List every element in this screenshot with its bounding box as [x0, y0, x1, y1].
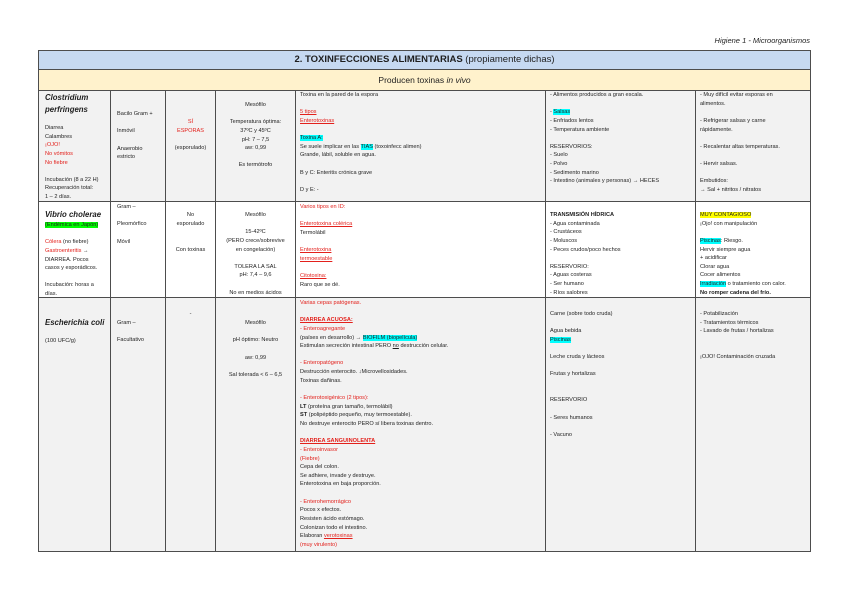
cell-line	[300, 411, 543, 420]
text-segment: no	[392, 343, 399, 350]
cell-line: ¡Ojo! con manipulación	[700, 220, 758, 227]
cell-line: - Ser humano	[550, 281, 584, 288]
cell-line: Cocer alimentos	[700, 272, 741, 279]
cell-line	[300, 351, 543, 360]
cell-line: Gram –	[117, 320, 136, 326]
text-segment: - Enteropatógeno	[300, 360, 344, 367]
cell-line: Gram –	[117, 204, 136, 210]
cell-line	[300, 263, 543, 272]
text-segment: ¡OJO!	[45, 142, 60, 149]
cell-line: - Tratamientos térmicos	[700, 319, 759, 326]
cell-row1-col5	[296, 91, 546, 202]
cell-line: Mesófilo	[245, 320, 266, 326]
table-subtitle	[39, 70, 811, 91]
cell-row3-col1	[39, 298, 111, 552]
cell-line	[218, 328, 293, 337]
cell-line: - Sedimento marino	[550, 169, 599, 176]
highlighted-text: Irradiación	[700, 281, 727, 288]
highlighted-text: MUY CONTAGIOSO	[700, 212, 752, 218]
cell-line: - Polvo	[550, 161, 568, 168]
cell-line: Pocos x efectos.	[300, 507, 342, 514]
text-segment: o tratamiento con calor.	[726, 281, 786, 288]
cell-line	[117, 119, 163, 128]
text-segment: Se suele implicar en las	[300, 143, 361, 150]
cell-row2-col4	[216, 202, 296, 298]
cell-line: Calambres	[45, 133, 73, 140]
cell-line	[300, 429, 543, 438]
cell-row1-col2	[111, 91, 166, 202]
cell-line: Diarrea	[45, 125, 64, 131]
cell-line	[45, 230, 108, 239]
cell-line	[700, 169, 808, 178]
cell-line	[300, 203, 543, 212]
cell-line	[45, 273, 108, 282]
cell-line	[218, 254, 293, 263]
cell-line	[300, 255, 543, 264]
cell-line	[168, 118, 213, 127]
cell-line: RESERVORIOS:	[550, 143, 593, 150]
text-segment: DIARREA ACUOSA:	[300, 317, 353, 324]
cell-line	[45, 159, 108, 168]
cell-row2-col2	[111, 202, 166, 298]
cell-row3-col4	[216, 298, 296, 552]
cell-row1-col1	[39, 91, 111, 202]
text-segment: Citotoxina:	[300, 273, 327, 280]
cell-line	[300, 134, 543, 143]
cell-line: Frutas y hortalizas	[550, 371, 596, 378]
cell-line: Bacilo Gram +	[117, 111, 153, 117]
cell-line	[300, 455, 543, 464]
cell-line	[300, 532, 543, 541]
cell-line: - Agua contaminada	[550, 220, 600, 227]
cell-line: B y C: Enteritis crónica grave	[300, 169, 373, 176]
cell-line	[300, 160, 543, 169]
cell-line	[300, 126, 543, 135]
cell-row2-col1	[39, 202, 111, 298]
cell-line: pH: 7 – 7,5	[241, 136, 270, 143]
cell-line	[300, 359, 543, 368]
text-segment: Varias cepas patógenas.	[300, 300, 362, 306]
cell-line	[700, 134, 808, 143]
cell-line	[550, 362, 693, 371]
cell-line: Agua bebida	[550, 328, 582, 335]
cell-line: - Peces crudos/poco hechos	[550, 246, 621, 253]
table-title-qualifier: (propiamente dichas)	[465, 54, 555, 65]
text-segment: Enterotoxina colérica	[300, 221, 353, 228]
cell-line	[168, 127, 213, 136]
cell-line: Enterotoxina en baja proporción.	[300, 481, 381, 488]
text-segment: (toxoinfecc alimen)	[372, 143, 422, 150]
cell-line: RESERVORIO:	[550, 263, 589, 270]
cell-line: 1 – 2 días.	[45, 194, 72, 201]
cell-line	[300, 308, 543, 317]
highlighted-text: (Endémica en Japón)	[45, 222, 99, 228]
cell-row2-col6	[546, 202, 696, 298]
highlighted-text: Salsas	[553, 109, 571, 116]
cell-line: Mesófilo	[245, 102, 266, 108]
cell-line: (100 UFC/g)	[45, 338, 76, 344]
text-segment: Enterotoxinas	[300, 117, 335, 124]
cell-line	[550, 336, 693, 345]
cell-line: Pleomórfico	[117, 221, 147, 228]
organism-name: Vibrio cholerae	[45, 210, 102, 219]
cell-row3-col3	[166, 298, 216, 552]
cell-line: Colonizan todo el intestino.	[300, 524, 368, 531]
cell-line: estricto	[117, 154, 136, 161]
cell-line: - Alimentos producidos a gran escala.	[550, 92, 644, 98]
cell-line: - Potabilización	[700, 311, 738, 317]
cell-line: - Crustáceos	[550, 229, 582, 236]
cell-line: pH óptimo: Neutro	[232, 337, 279, 344]
cell-line: - Muy difícil evitar esporas en	[700, 92, 773, 98]
text-segment: (proteína gran tamaño, termolábil)	[306, 403, 393, 410]
toxinfections-table	[38, 50, 811, 552]
text-segment: (Fiebre)	[300, 455, 320, 462]
cell-line	[550, 211, 693, 220]
cell-line: Facultativo	[117, 337, 145, 344]
cell-line: RESERVORIO	[550, 397, 588, 404]
cell-line: No en medios ácidos	[229, 289, 282, 296]
text-segment: -	[550, 109, 554, 116]
cell-line	[300, 212, 543, 221]
cell-line: TOLERA LA SAL	[234, 263, 277, 270]
cell-line: Cepa del colon.	[300, 464, 339, 471]
organism-name: Clostridium perfringens	[45, 93, 89, 114]
cell-line	[550, 388, 693, 397]
cell-line	[300, 342, 543, 351]
cell-line	[300, 316, 543, 325]
cell-line	[300, 489, 543, 498]
cell-line	[218, 110, 293, 119]
cell-row3-col2	[111, 298, 166, 552]
cell-row1-col3	[166, 91, 216, 202]
cell-row2-col5	[296, 202, 546, 298]
cell-line	[300, 498, 543, 507]
cell-line: Sal tolerada < 6 – 6,5	[228, 371, 283, 378]
cell-line	[168, 135, 213, 144]
cell-line: - Lavado de frutas / hortalizas	[700, 328, 774, 335]
cell-line	[550, 108, 693, 117]
cell-line: - Recalentar altas temperaturas.	[700, 143, 780, 150]
cell-line	[550, 134, 693, 143]
cell-line	[117, 212, 163, 221]
text-segment: No vómitos	[45, 150, 73, 157]
cell-line	[300, 385, 543, 394]
cell-line	[117, 328, 163, 337]
cell-line: No	[186, 212, 195, 218]
cell-line: Raro que se dé.	[300, 281, 340, 288]
cell-line	[45, 150, 108, 159]
cell-line	[168, 228, 213, 237]
cell-row1-col4	[216, 91, 296, 202]
cell-line: Termolábil	[300, 229, 326, 236]
cell-line	[300, 108, 543, 117]
text-segment: termoestable	[300, 255, 333, 262]
text-segment: Enterotoxina	[300, 247, 332, 254]
cell-line: ¡OJO! Contaminación cruzada	[700, 354, 776, 361]
cell-line	[700, 280, 808, 289]
highlighted-text: TIAS	[360, 143, 373, 150]
cell-line: Es termótrofo	[238, 162, 273, 169]
cell-line	[117, 229, 163, 238]
cell-line	[300, 100, 543, 109]
text-segment: : Riesgo.	[720, 237, 743, 244]
cell-line	[45, 247, 108, 256]
cell-line: rápidamente.	[700, 126, 733, 133]
table-subtitle-main: Producen toxinas	[378, 75, 445, 85]
cell-line: - Enfriados lentos	[550, 117, 594, 124]
text-segment: No fiebre	[45, 159, 68, 166]
cell-line	[700, 151, 808, 160]
cell-line: + acidificar	[700, 255, 727, 262]
table-title-main: 2. TOXINFECCIONES ALIMENTARIAS	[294, 54, 463, 65]
cell-line	[550, 379, 693, 388]
cell-line	[300, 334, 543, 343]
cell-line: - Aguas costeras	[550, 272, 592, 279]
text-segment: ESPORAS	[176, 127, 205, 134]
cell-line: aw: 0,99	[244, 354, 267, 361]
cell-line: Con toxinas	[175, 246, 206, 253]
cell-line: Incubación (8 a 22 H)	[45, 176, 99, 183]
text-segment: Varios tipos en ID:	[300, 204, 346, 210]
cell-line: 37ºC y 45ºC	[240, 127, 271, 134]
cell-line: - Suelo	[550, 152, 568, 159]
highlighted-text: Piscinas	[700, 237, 721, 244]
text-segment: DIARREA SANGUINOLENTA	[300, 438, 376, 445]
cell-line: Grande, lábil, soluble en agua.	[300, 152, 376, 159]
cell-line	[218, 220, 293, 229]
cell-line: casos y esporádicos.	[45, 265, 98, 272]
cell-line	[300, 541, 543, 550]
cell-line: - Moluscos	[550, 237, 578, 244]
cell-line: días.	[45, 291, 58, 298]
cell-line: Leche cruda y lácteos	[550, 354, 605, 361]
text-segment: - Enteroinvasor	[300, 446, 338, 453]
table-title	[39, 51, 811, 70]
cell-line: aw: 0,99	[244, 145, 267, 152]
cell-line: D y E: -	[300, 187, 319, 194]
cell-line: Temperatura óptima:	[229, 119, 282, 126]
cell-line: (esporulado)	[174, 144, 207, 151]
cell-line: (PERO crece/sobrevive	[226, 237, 285, 244]
cell-line	[45, 141, 108, 150]
text-segment: Cólera	[45, 239, 62, 246]
text-segment: - Enterohemorrágico	[300, 498, 351, 505]
cell-line	[45, 221, 108, 230]
cell-line: en congelación)	[235, 246, 276, 253]
cell-line: - Intestino (animales y personas) → HECES	[550, 178, 660, 185]
cell-line: Se adhiere, invade y destruye.	[300, 472, 376, 479]
cell-line: - Ríos salobres	[550, 289, 588, 296]
cell-line: Clorar agua	[700, 263, 730, 270]
text-segment: (países en desarrollo) →	[300, 334, 363, 341]
cell-line	[550, 100, 693, 109]
table-subtitle-italic: in vivo	[446, 75, 471, 85]
text-segment: Estimulan secreción intestinal PERO	[300, 343, 393, 350]
text-segment: →	[81, 247, 89, 254]
cell-line	[300, 394, 543, 403]
cell-line	[300, 246, 543, 255]
text-segment: (polipéptido pequeño, muy termoestable).	[307, 412, 412, 419]
cell-line	[300, 437, 543, 446]
cell-line	[550, 319, 693, 328]
cell-line	[168, 237, 213, 246]
cell-line	[700, 228, 808, 237]
highlighted-text: Toxina A:	[300, 135, 323, 142]
text-segment: verotoxinas	[323, 533, 353, 540]
cell-line	[300, 446, 543, 455]
cell-line	[218, 345, 293, 354]
cell-line: Destrucción enterocito. ↓Microvellosidades.	[300, 369, 408, 376]
cell-line	[300, 403, 543, 412]
cell-line: alimentos.	[700, 100, 726, 107]
text-segment: No romper cadena del frío.	[700, 289, 771, 296]
text-segment: destrucción celular.	[398, 343, 449, 350]
cell-row3-col7	[696, 298, 811, 552]
cell-row3-col6	[546, 298, 696, 552]
text-segment: (no fiebre)	[61, 239, 89, 246]
cell-line: Carne (sobre todo cruda)	[550, 311, 613, 317]
cell-line	[218, 362, 293, 371]
text-segment: - Enteroagregante	[300, 325, 346, 332]
cell-row1-col6	[546, 91, 696, 202]
running-header: Higiene 1 - Microorganismos	[714, 36, 810, 45]
highlighted-text: BIOFILM (biopelícula)	[362, 334, 418, 341]
cell-line: Móvil	[117, 238, 131, 245]
cell-line	[45, 167, 108, 176]
text-segment: LT	[300, 403, 307, 410]
cell-line: pH: 7,4 – 9,6	[239, 272, 272, 279]
text-segment: (muy virulento)	[300, 541, 337, 548]
cell-line: Hervir siempre agua	[700, 246, 751, 253]
cell-line: - Hervir salsas.	[700, 161, 738, 168]
cell-line	[117, 136, 163, 145]
cell-line: → Sal + nitritos / nitratos	[700, 187, 762, 194]
cell-line: - Refrigerar salsas y carne	[700, 117, 766, 124]
cell-line: esporulado	[176, 220, 205, 227]
cell-line	[700, 345, 808, 354]
cell-line	[300, 325, 543, 334]
text-segment: TRANSMISIÓN HÍDRICA	[550, 212, 615, 218]
cell-row2-col3	[166, 202, 216, 298]
cell-line: DIARREA. Pocos	[45, 256, 89, 263]
text-segment: SÍ	[187, 119, 194, 125]
cell-line	[550, 405, 693, 414]
cell-line	[700, 211, 808, 220]
cell-line: Recuperación total:	[45, 185, 94, 192]
cell-line: No destruye enterocito PERO sí libera toxinas dentro.	[300, 420, 434, 427]
cell-line	[218, 153, 293, 162]
cell-line: - Vacuno	[550, 431, 572, 438]
text-segment: - Enterotoxigénico (2 tipos):	[300, 395, 369, 402]
cell-line: Embutidos:	[700, 178, 728, 185]
cell-line	[300, 272, 543, 281]
cell-line	[550, 422, 693, 431]
cell-line	[300, 299, 543, 308]
text-segment: 5 tipos	[300, 109, 317, 116]
highlighted-text: Piscinas	[550, 336, 571, 343]
cell-line: Toxina en la pared de la espora	[300, 92, 379, 98]
cell-line: - Seres humanos	[550, 414, 593, 421]
cell-line	[700, 108, 808, 117]
text-segment: ST	[300, 412, 308, 419]
cell-line	[550, 345, 693, 354]
cell-line	[300, 238, 543, 247]
cell-line	[218, 280, 293, 289]
cell-line: - Temperatura ambiente	[550, 126, 610, 133]
cell-line	[700, 237, 808, 246]
text-segment: Gastroenteritis	[45, 247, 82, 254]
cell-line	[700, 336, 808, 345]
cell-line: Incubación: horas a	[45, 282, 94, 289]
cell-line	[45, 238, 108, 247]
cell-line: Inmóvil	[117, 128, 135, 135]
cell-row1-col7	[696, 91, 811, 202]
cell-line	[300, 117, 543, 126]
cell-line: -	[189, 311, 192, 317]
cell-line	[300, 143, 543, 152]
cell-line	[300, 177, 543, 186]
cell-line: 15-42ºC	[245, 229, 266, 236]
text-segment: Elaboran	[300, 533, 324, 540]
cell-line	[550, 254, 693, 263]
cell-line	[300, 220, 543, 229]
cell-row3-col5	[296, 298, 546, 552]
cell-line: Mesófilo	[245, 212, 266, 218]
cell-row2-col7	[696, 202, 811, 298]
cell-line: Anaerobio	[117, 145, 143, 152]
cell-line: Toxinas dañinas.	[300, 377, 342, 384]
cell-line: Resisten ácido estómago.	[300, 516, 365, 523]
organism-name: Escherichia coli	[45, 318, 105, 327]
cell-line	[700, 289, 808, 298]
